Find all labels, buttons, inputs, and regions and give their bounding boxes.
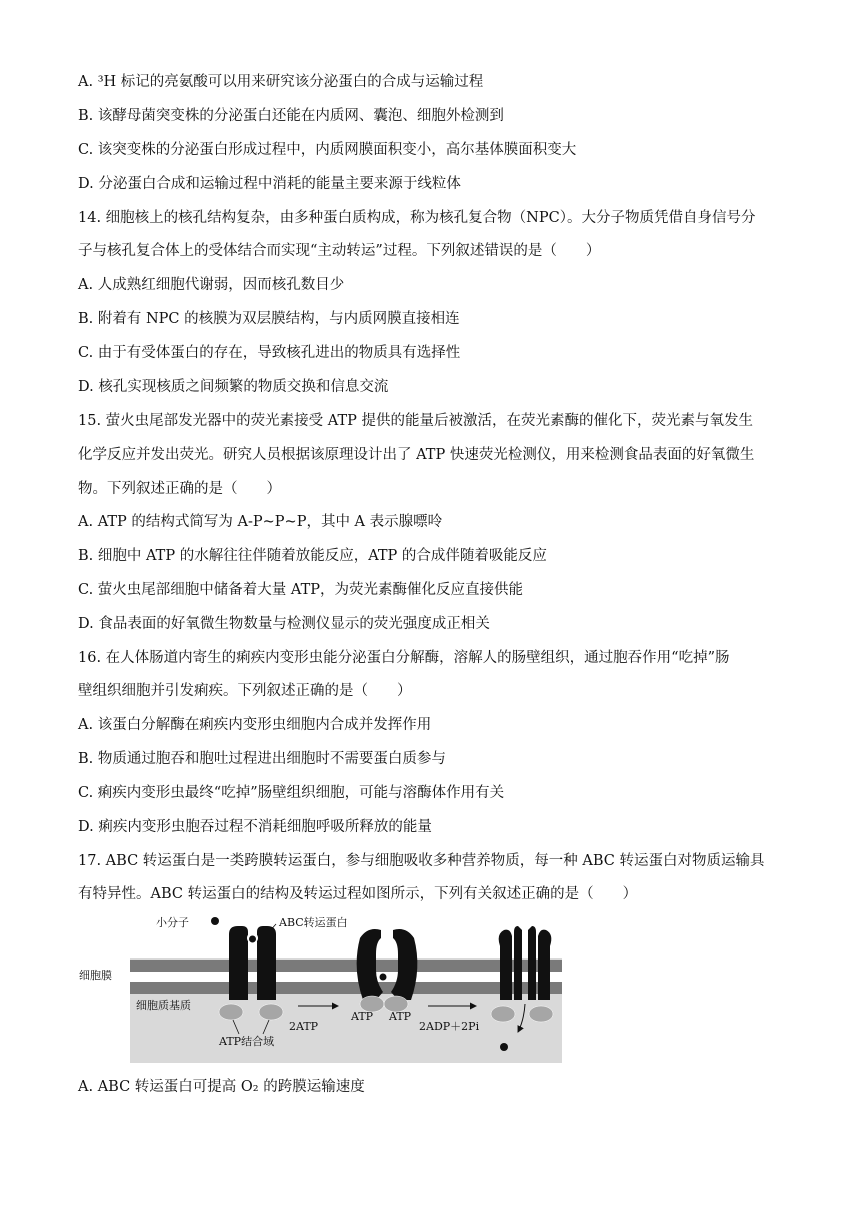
q17-stem-line2: 有特异性。ABC 转运蛋白的结构及转运过程如图所示，下列有关叙述正确的是（ ） (78, 886, 638, 902)
bound-molecule-2 (380, 974, 387, 981)
label-atp-left: ATP (351, 1010, 374, 1023)
q14-option-d: D. 核孔实现核质之间频繁的物质交换和信息交流 (78, 379, 389, 395)
q15-option-c: C. 萤火虫尾部细胞中储备着大量 ATP，为荧光素酶催化反应直接供能 (78, 582, 524, 598)
q14-option-b: B. 附着有 NPC 的核膜为双层膜结构，与内质网膜直接相连 (78, 311, 460, 327)
q16-option-c: C. 痢疾内变形虫最终“吃掉”肠壁组织细胞，可能与溶酶体作用有关 (78, 785, 505, 801)
q15-option-b: B. 细胞中 ATP 的水解往往伴随着放能反应，ATP 的合成伴随着吸能反应 (78, 548, 547, 564)
q14-stem-line2: 子与核孔复合体上的受体结合而实现“主动转运”过程。下列叙述错误的是（ ） (78, 243, 601, 259)
label-adp-pi: 2ADP＋2Pi (419, 1020, 480, 1033)
bound-molecule-1 (249, 936, 256, 943)
q13-option-a: A. ³H 标记的亮氨酸可以用来研究该分泌蛋白的合成与运输过程 (78, 74, 484, 90)
label-atp-domain: ATP结合域 (219, 1035, 275, 1048)
q17-stem-line1: 17. ABC 转运蛋白是一类跨膜转运蛋白，参与细胞吸收多种营养物质，每一种 ABC 转运蛋白对物质运输具 (78, 853, 765, 869)
membrane-middle (130, 972, 562, 982)
q17-option-a: A. ABC 转运蛋白可提高 O₂ 的跨膜运输速度 (78, 1079, 365, 1095)
label-cytoplasm: 细胞质基质 (136, 999, 191, 1012)
label-abc-protein: ABC转运蛋白 (279, 916, 348, 929)
q15-option-a: A. ATP 的结构式简写为 A-P~P~P，其中 A 表示腺嘌呤 (78, 514, 443, 530)
small-molecule-dot (211, 917, 219, 925)
label-small-molecule: 小分子 (156, 916, 189, 929)
q14-option-c: C. 由于有受体蛋白的存在，导致核孔进出的物质具有选择性 (78, 345, 461, 361)
label-atp-right: ATP (389, 1010, 412, 1023)
q16-stem-line2: 壁组织细胞并引发痢疾。下列叙述正确的是（ ） (78, 683, 412, 699)
membrane-outer-layer (130, 960, 562, 972)
q15-stem-line1: 15. 萤火虫尾部发光器中的荧光素接受 ATP 提供的能量后被激活，在荧光素酶的催化下，荧光素与氧发生 (78, 413, 753, 429)
q15-stem-line3: 物。下列叙述正确的是（ ） (78, 481, 281, 497)
abc-transporter-diagram (76, 908, 576, 1070)
q15-option-d: D. 食品表面的好氧微生物数量与检测仪显示的荧光强度成正相关 (78, 616, 490, 632)
q16-option-b: B. 物质通过胞吞和胞吐过程进出细胞时不需要蛋白质参与 (78, 751, 446, 767)
q14-stem-line1: 14. 细胞核上的核孔结构复杂，由多种蛋白质构成，称为核孔复合物（NPC）。大分子物质凭借自身信号分 (78, 210, 756, 226)
q16-option-d: D. 痢疾内变形虫胞吞过程不消耗细胞呼吸所释放的能量 (78, 819, 432, 835)
released-molecule-dot (500, 1043, 508, 1051)
q16-stem-line1: 16. 在人体肠道内寄生的痢疾内变形虫能分泌蛋白分解酶，溶解人的肠壁组织，通过胞吞作用“吃掉”肠 (78, 650, 730, 666)
label-2atp: 2ATP (289, 1020, 319, 1033)
q14-option-a: A. 人成熟红细胞代谢弱，因而核孔数目少 (78, 277, 345, 293)
membrane-inner-layer (130, 982, 562, 994)
q16-option-a: A. 该蛋白分解酶在痢疾内变形虫细胞内合成并发挥作用 (78, 717, 432, 733)
q13-option-b: B. 该酵母菌突变株的分泌蛋白还能在内质网、囊泡、细胞外检测到 (78, 108, 504, 124)
q13-option-c: C. 该突变株的分泌蛋白形成过程中，内质网膜面积变小，高尔基体膜面积变大 (78, 142, 577, 158)
q13-option-d: D. 分泌蛋白合成和运输过程中消耗的能量主要来源于线粒体 (78, 176, 461, 192)
q15-stem-line2: 化学反应并发出荧光。研究人员根据该原理设计出了 ATP 快速荧光检测仪，用来检测食品表面的好氧微生 (78, 447, 755, 463)
label-membrane: 细胞膜 (79, 969, 112, 982)
